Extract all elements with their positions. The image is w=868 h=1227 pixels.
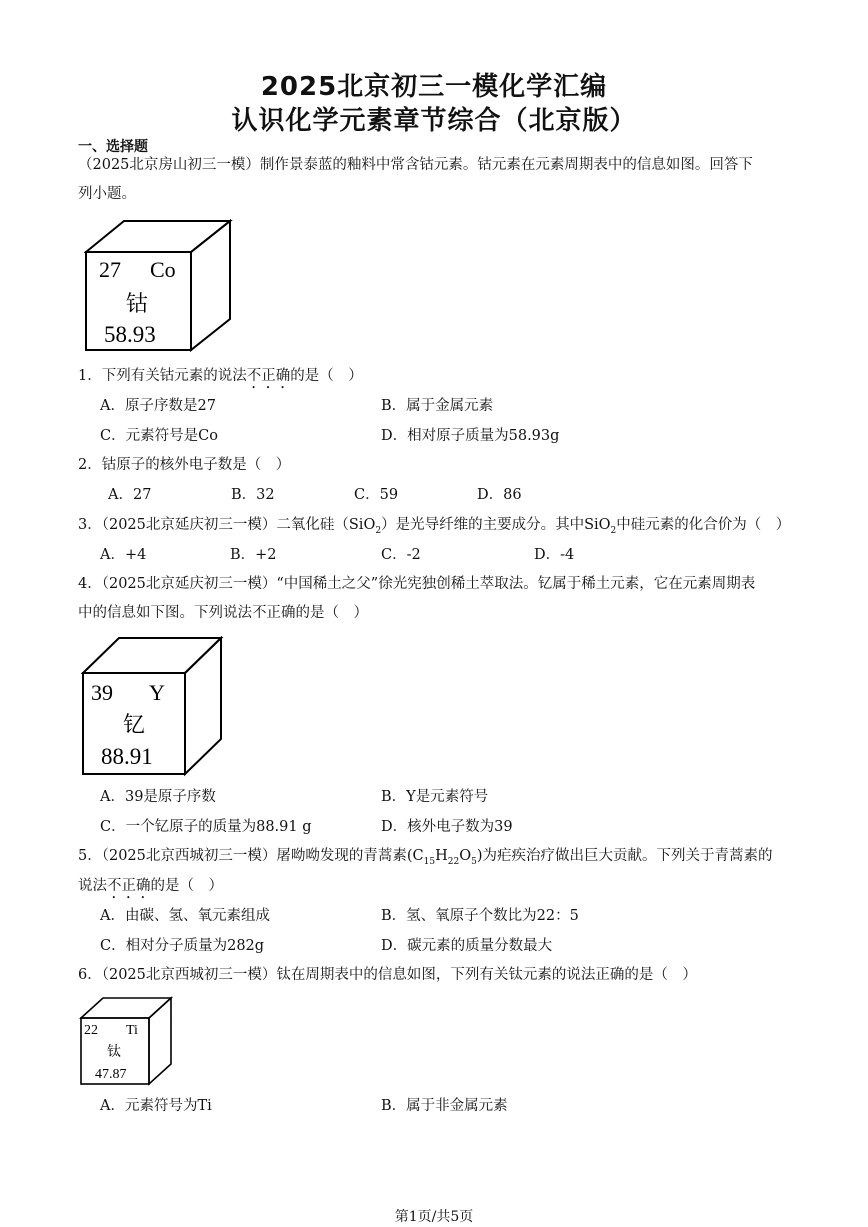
question-4-line-1: 4．（2025北京延庆初三一模）“中国稀土之父”徐光宪独创稀土萃取法。钇属于稀土元素，它在元素周期表: [78, 576, 756, 592]
question-1-stem: 1．下列有关钴元素的说法不正确的是（ ）: [78, 368, 363, 384]
q1-option-c[interactable]: C．元素符号是Co: [100, 428, 218, 444]
q2-option-b[interactable]: B．32: [231, 487, 275, 503]
question-3-stem: 3．（2025北京延庆初三一模）二氧化硅（SiO$_2$）是光导纤维的主要成分。其中SiO$_2$中硅元素的化合价为（ ）: [78, 517, 791, 536]
question-2-stem: 2．钴原子的核外电子数是（ ）: [78, 457, 291, 473]
titanium-symbol: Ti: [126, 1023, 138, 1038]
question-5-line-2: 说法不正确的是（ ）: [78, 878, 223, 894]
q1-option-d[interactable]: D．相对原子质量为58.93g: [381, 428, 560, 444]
q1-option-a[interactable]: A．原子序数是27: [100, 398, 216, 414]
q4-option-d[interactable]: D．核外电子数为39: [381, 819, 513, 835]
yttrium-atomic-number: 39: [91, 680, 113, 705]
document-title: 2025北京初三一模化学汇编: [260, 72, 608, 102]
section-heading: 一、选择题: [78, 139, 148, 155]
intro-line-2: 列小题。: [78, 186, 136, 202]
yttrium-atomic-mass: 88.91: [101, 744, 153, 769]
q5-option-b[interactable]: B．氢、氧原子个数比为22：5: [381, 908, 579, 924]
question-5-line-1: 5．（2025北京西城初三一模）屠呦呦发现的青蒿素$(C_{15}H_{22}O_5)$为疟疾治疗做出巨大贡献。下列关于青蒿素的: [78, 848, 773, 867]
cobalt-name: 钴: [126, 292, 149, 317]
intro-line-1: （2025北京房山初三一模）制作景泰蓝的釉料中常含钴元素。钴元素在元素周期表中的信息如图。回答下: [78, 157, 753, 173]
q3-option-b[interactable]: B．+2: [230, 547, 277, 563]
page-footer: 第1页/共5页: [394, 1209, 474, 1225]
q3-option-a[interactable]: A．+4: [100, 547, 147, 563]
yttrium-element-card: [81, 636, 225, 778]
q2-option-d[interactable]: D．86: [477, 487, 522, 503]
cobalt-symbol: Co: [150, 257, 176, 282]
question-4-line-2: 中的信息如下图。下列说法不正确的是（ ）: [78, 605, 368, 621]
q4-option-c[interactable]: C．一个钇原子的质量为88.91 g: [100, 819, 312, 835]
question-6-stem: 6．（2025北京西城初三一模）钛在周期表中的信息如图，下列有关钛元素的说法正确的是（ ）: [78, 967, 697, 983]
q5-option-c[interactable]: C．相对分子质量为282g: [100, 938, 265, 954]
q4-option-b[interactable]: B．Y是元素符号: [381, 789, 489, 805]
cobalt-atomic-mass: 58.93: [104, 322, 156, 347]
yttrium-name: 钇: [123, 713, 146, 738]
titanium-atomic-mass: 47.87: [95, 1067, 127, 1082]
cobalt-atomic-number: 27: [99, 257, 121, 282]
q1-option-b[interactable]: B．属于金属元素: [381, 398, 494, 414]
titanium-atomic-number: 22: [84, 1023, 98, 1038]
q2-option-c[interactable]: C．59: [354, 487, 399, 503]
document-subtitle: 认识化学元素章节综合（北京版）: [231, 106, 637, 136]
q6-option-a[interactable]: A．元素符号为Ti: [100, 1098, 212, 1114]
q6-option-b[interactable]: B．属于非金属元素: [381, 1098, 508, 1114]
yttrium-symbol: Y: [149, 680, 165, 705]
q2-option-a[interactable]: A．27: [108, 487, 152, 503]
q3-option-c[interactable]: C．-2: [381, 547, 421, 563]
titanium-element-card: [79, 996, 174, 1088]
titanium-name: 钛: [107, 1044, 121, 1060]
q5-option-d[interactable]: D．碳元素的质量分数最大: [381, 938, 553, 954]
q4-option-a[interactable]: A．39是原子序数: [100, 789, 216, 805]
cobalt-element-card: [84, 219, 234, 354]
q5-option-a[interactable]: A．由碳、氢、氧元素组成: [100, 908, 270, 924]
q3-option-d[interactable]: D．-4: [534, 547, 575, 563]
